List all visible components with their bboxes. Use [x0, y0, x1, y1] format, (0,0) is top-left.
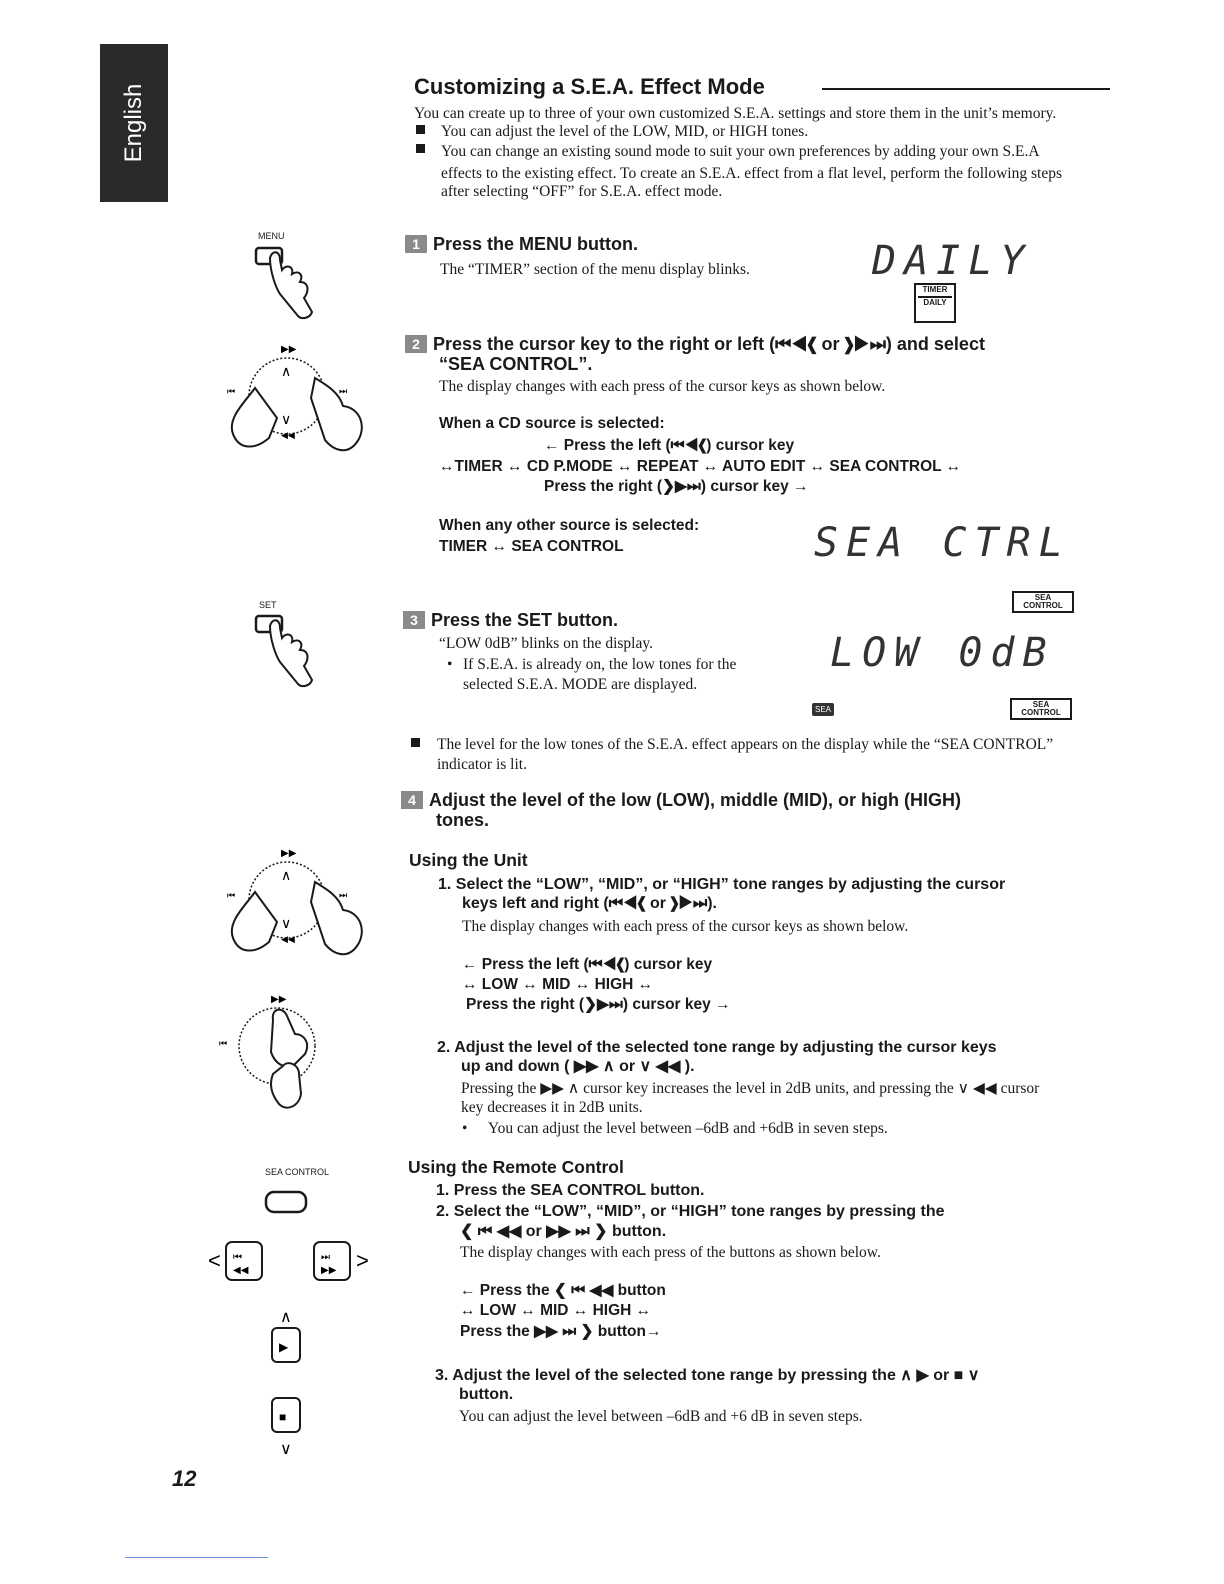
sea-indicator-badge: SEA [812, 703, 834, 716]
step-1-heading-text: Press the MENU button. [433, 234, 639, 254]
step-number-badge: 4 [401, 791, 423, 809]
title-rule [822, 88, 1110, 90]
svg-text:◀◀: ◀◀ [281, 934, 295, 944]
bullet-text-4: after selecting “OFF” for S.E.A. effect mode. [441, 183, 723, 200]
step-3-heading [403, 610, 618, 631]
hand-pressing-set-icon [250, 610, 350, 690]
svg-text:∧: ∧ [280, 1309, 292, 1326]
sea-control-remote-label: SEA CONTROL [265, 1167, 330, 1177]
step-1-text: The “TIMER” section of the menu display blinks. [440, 261, 750, 278]
info-line-1: The level for the low tones of the S.E.A. effect appears on the display while the “SEA CONTROL” [437, 736, 1054, 753]
svg-text:⏭: ⏭ [321, 1252, 330, 1263]
display-readout-low-0db: LOW 0dB [830, 630, 1055, 676]
remote-substep-3-line-2: button. [459, 1386, 514, 1403]
cursor-dial-updown-icon [215, 990, 355, 1120]
cd-sequence-line-3: Press the right (❯▶⏭) cursor key → [544, 478, 809, 495]
step-3-text: “LOW 0dB” blinks on the display. [439, 635, 653, 652]
remote-substep-1: 1. Press the SEA CONTROL button. [436, 1182, 705, 1199]
using-remote-heading: Using the Remote Control [408, 1157, 624, 1177]
remote-substep-3-text: You can adjust the level between –6dB and +6 dB in seven steps. [459, 1408, 863, 1425]
other-source-sequence: TIMER ↔ SEA CONTROL [439, 538, 624, 555]
note-bullet: • [462, 1120, 468, 1137]
remote-sequence-line-2: ↔ LOW ↔ MID ↔ HIGH ↔ [460, 1302, 652, 1319]
remote-substep-2-text: The display changes with each press of the buttons as shown below. [460, 1244, 881, 1261]
indicator-frame [914, 305, 956, 323]
svg-text:∨: ∨ [281, 411, 292, 427]
cd-sequence-line-1: ← Press the left (⏮◀❮) cursor key [544, 437, 795, 454]
intro-text: You can create up to three of your own customized S.E.A. settings and store them in the unit’s memory. [414, 105, 1057, 122]
svg-text:▶▶: ▶▶ [271, 994, 287, 1005]
page-title: Customizing a S.E.A. Effect Mode [414, 74, 765, 99]
svg-text:∨: ∨ [281, 915, 292, 931]
remote-substep-2-line-2: ❮ ⏮ ◀◀ or ▶▶ ⏭ ❯ button. [460, 1223, 667, 1240]
step-3-heading-text: Press the SET button. [431, 610, 619, 630]
unit-substep-2-line-2: up and down ( ▶▶ ∧ or ∨ ◀◀ ). [461, 1058, 695, 1075]
step-3-note-line-2: selected S.E.A. MODE are displayed. [463, 676, 698, 693]
set-button-label: SET [259, 600, 277, 610]
step-4-heading-line-1: Adjust the level of the low (LOW), middle (MID), or high (HIGH) [429, 790, 961, 810]
cursor-dial-hands-icon [215, 338, 375, 463]
step-number-badge: 2 [405, 335, 427, 353]
menu-button-label: MENU [258, 231, 285, 241]
display-readout-sea-ctrl: SEA CTRL [814, 520, 1071, 566]
unit-substep-2-line-1: 2. Adjust the level of the selected tone range by adjusting the cursor keys [437, 1039, 997, 1056]
svg-text:⏮: ⏮ [219, 1038, 228, 1048]
remote-skip-buttons-icon [206, 1238, 376, 1288]
step-4-heading-line-2: tones. [436, 810, 490, 830]
svg-text:⏮: ⏮ [227, 386, 236, 396]
display-readout-daily: DAILY [872, 238, 1033, 284]
step-3-note-line-1: If S.E.A. is already on, the low tones for the [463, 656, 737, 673]
cursor-dial-hands-icon [215, 842, 375, 967]
step-number-badge: 1 [405, 235, 427, 253]
cd-source-label: When a CD source is selected: [439, 415, 665, 432]
step-2-heading-line-2: “SEA CONTROL”. [439, 354, 593, 374]
svg-text:⏮: ⏮ [233, 1252, 242, 1263]
step-2-heading-line-1: Press the cursor key to the right or left (⏮◀❮ or ❯▶⏭) and select [433, 334, 985, 354]
bullet-marker [416, 144, 425, 153]
hand-pressing-menu-icon [250, 242, 350, 322]
step-number-badge: 3 [403, 611, 425, 629]
svg-text:>: > [356, 1248, 369, 1273]
remote-sequence-line-3: Press the ▶▶ ⏭ ❯ button→ [460, 1323, 662, 1340]
bullet-text-1: You can adjust the level of the LOW, MID, or HIGH tones. [441, 123, 809, 140]
cd-sequence-line-2: ↔TIMER ↔ CD P.MODE ↔ REPEAT ↔ AUTO EDIT ↔ SEA CONTROL ↔ [439, 458, 962, 475]
step-4-heading [401, 790, 1121, 811]
svg-text:◀◀: ◀◀ [281, 430, 295, 440]
unit-substep-1-text: The display changes with each press of the cursor keys as shown below. [462, 918, 909, 935]
using-unit-heading: Using the Unit [409, 850, 528, 870]
step-2-text: The display changes with each press of the cursor keys as shown below. [439, 378, 886, 395]
bullet-marker [411, 738, 420, 747]
svg-text:∧: ∧ [281, 867, 292, 883]
sea-control-remote-button-icon [262, 1188, 312, 1218]
unit-sequence-line-3: Press the right (❯▶⏭) cursor key → [466, 996, 731, 1013]
svg-text:◀◀: ◀◀ [233, 1265, 249, 1276]
other-source-label: When any other source is selected: [439, 517, 700, 534]
daily-indicator-label: DAILY [918, 296, 952, 307]
page-number: 12 [172, 1466, 197, 1491]
note-bullet: • [447, 656, 453, 673]
remote-substep-2-line-1: 2. Select the “LOW”, “MID”, or “HIGH” tone ranges by pressing the [436, 1203, 945, 1220]
step-2-heading [405, 334, 1105, 355]
unit-substep-1-line-2: keys left and right (⏮◀❮ or ❯▶⏭). [462, 895, 717, 912]
svg-text:<: < [208, 1248, 221, 1273]
unit-substep-2-text-2: key decreases it in 2dB units. [461, 1099, 643, 1116]
remote-substep-3-line-1: 3. Adjust the level of the selected tone range by pressing the ∧ ▶ or ■ ∨ [435, 1367, 980, 1384]
svg-text:■: ■ [279, 1410, 287, 1424]
timer-indicator-label: TIMER [922, 285, 948, 294]
svg-text:▶▶: ▶▶ [281, 848, 297, 859]
step-1-heading [405, 234, 638, 255]
sea-control-indicator: SEA CONTROL [1012, 591, 1074, 613]
bullet-marker [416, 125, 425, 134]
info-line-2: indicator is lit. [437, 756, 527, 773]
sea-control-indicator: SEA CONTROL [1010, 698, 1072, 720]
language-tab [100, 44, 168, 202]
unit-sequence-line-2: ↔ LOW ↔ MID ↔ HIGH ↔ [462, 976, 654, 993]
remote-sequence-line-1: ← Press the ❮ ⏮ ◀◀ button [460, 1282, 666, 1299]
svg-text:▶▶: ▶▶ [281, 344, 297, 355]
svg-text:▶▶: ▶▶ [321, 1265, 337, 1276]
bullet-text-3: effects to the existing effect. To create an S.E.A. effect from a flat level, perform the following steps [441, 165, 1062, 182]
unit-sequence-line-1: ← Press the left (⏮◀❮) cursor key [462, 956, 713, 973]
svg-text:∨: ∨ [280, 1441, 292, 1458]
bullet-text-2: You can change an existing sound mode to suit your own preferences by adding your own S.E.A [441, 143, 1040, 160]
unit-substep-2-text-1: Pressing the ▶▶ ∧ cursor key increases the level in 2dB units, and pressing the ∨ ◀◀ cursor [461, 1080, 1040, 1097]
unit-substep-2-note: You can adjust the level between –6dB and +6dB in seven steps. [488, 1120, 888, 1137]
remote-play-stop-buttons-icon [268, 1308, 308, 1458]
svg-text:⏮: ⏮ [227, 890, 236, 900]
svg-text:⏭: ⏭ [339, 890, 348, 900]
language-tab-label: English [120, 83, 147, 163]
unit-substep-1-line-1: 1. Select the “LOW”, “MID”, or “HIGH” tone ranges by adjusting the cursor [438, 876, 1006, 893]
svg-text:▶: ▶ [279, 1340, 289, 1354]
svg-text:∧: ∧ [281, 363, 292, 379]
footer-rule [125, 1557, 268, 1558]
svg-text:⏭: ⏭ [339, 386, 348, 396]
